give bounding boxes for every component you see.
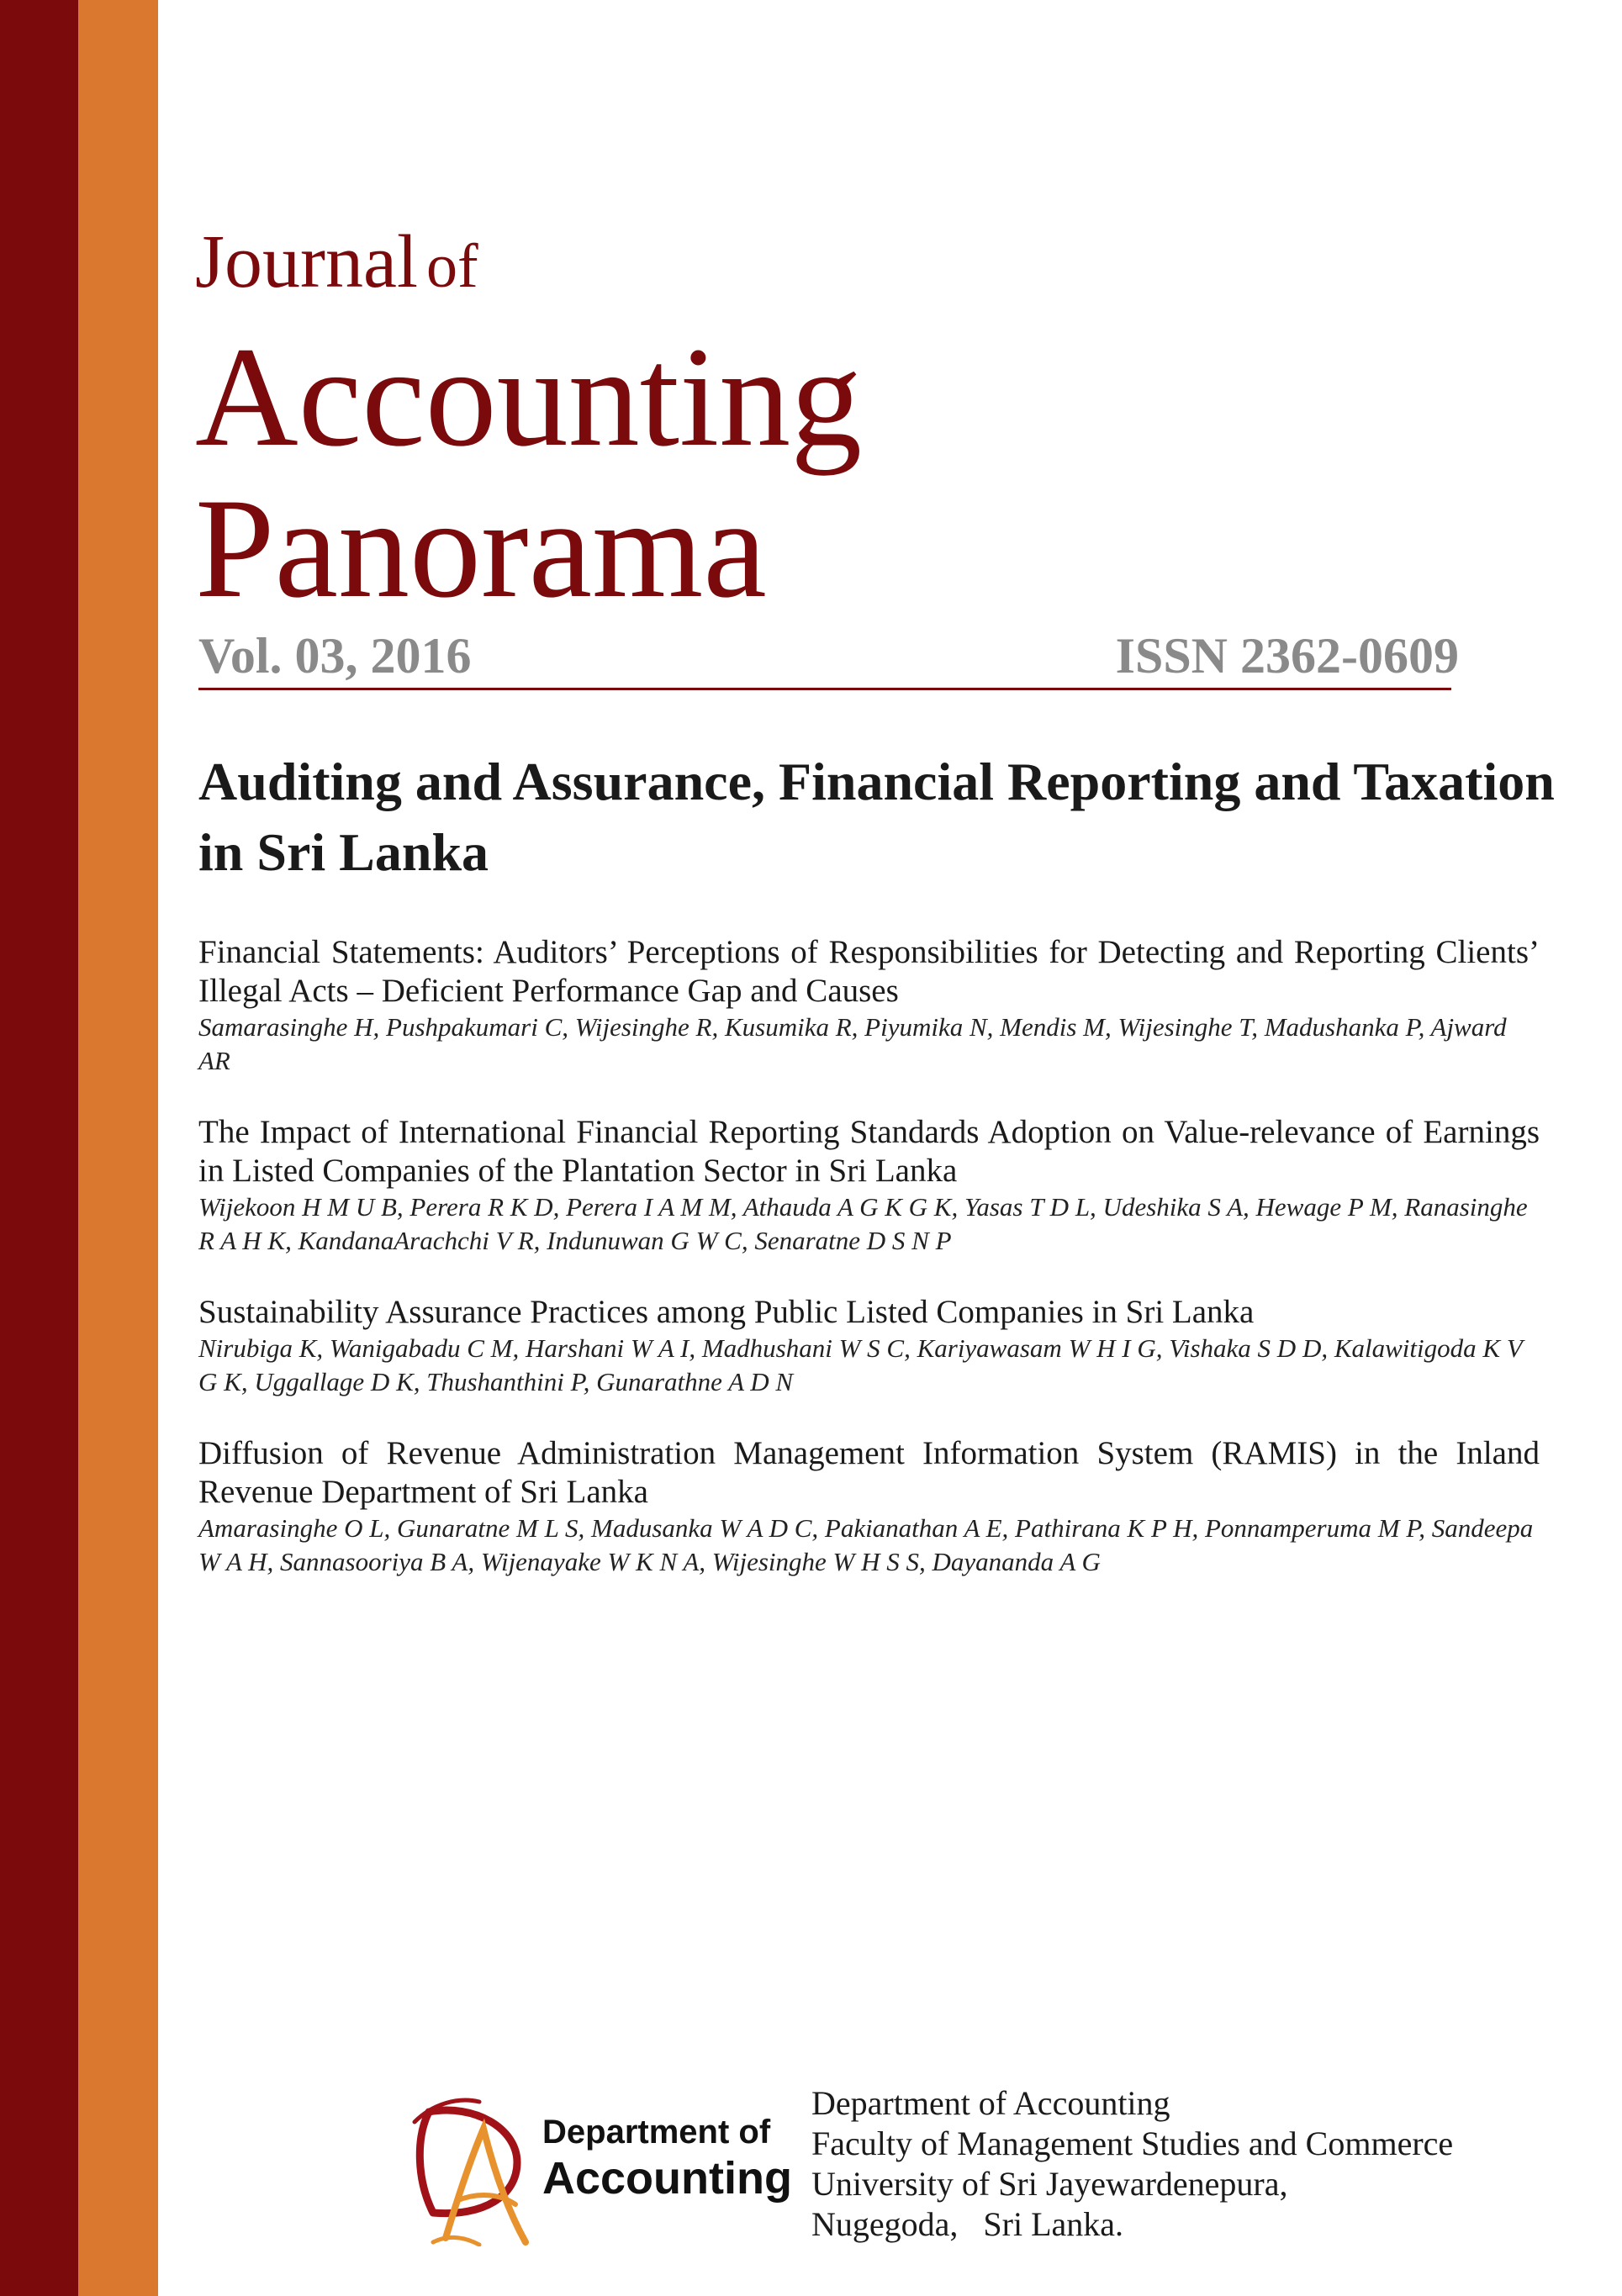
article-authors: Nirubiga K, Wanigabadu C M, Harshani W A I, Madhushani W S C, Kariyawasam W H I G, Vishaka S D D, Kalawitigoda K V G K, Uggallage D K, Thushanthini P, Gunarathne A D N xyxy=(198,1333,1523,1396)
address-line: Nugegoda, Sri Lanka. xyxy=(811,2205,1124,2243)
article-title: Financial Statements: Auditors’ Perceptions of Responsibilities for Detecting and Reporting Clients’ Illegal Acts – Deficient Performance Gap and Causes xyxy=(198,934,1540,1009)
issn-label: ISSN 2362-0609 xyxy=(1115,628,1459,684)
logo-text-line2: Accounting xyxy=(542,2153,792,2204)
journal-title-line1 xyxy=(195,220,478,309)
department-logo-icon xyxy=(399,2078,551,2246)
list-item xyxy=(198,1293,1540,1399)
address-line: Faculty of Management Studies and Commerce xyxy=(811,2124,1454,2162)
volume-label: Vol. 03, 2016 xyxy=(198,628,472,684)
article-authors: Amarasinghe O L, Gunaratne M L S, Madusanka W A D C, Pakianathan A E, Pathirana K P H, Ponnamperuma M P, Sandeepa W A H, Sannasooriya B A, Wijenayake W K N A, Wijesinghe W H S S, Dayananda A G xyxy=(198,1513,1534,1576)
article-authors: Wijekoon H M U B, Perera R K D, Perera I A M M, Athauda A G K G K, Yasas T D L, Udeshika S A, Hewage P M, Ranasinghe R A H K, KandanaArachchi V R, Indunuwan G W C, Senaratne D S N P xyxy=(198,1192,1528,1255)
article-authors: Samarasinghe H, Pushpakumari C, Wijesinghe R, Kusumika R, Piyumika N, Mendis M, Wijesinghe T, Madushanka P, Ajward AR xyxy=(198,1012,1507,1075)
journal-title-line2: Accounting xyxy=(195,318,863,476)
list-item xyxy=(198,1113,1540,1258)
publisher-address xyxy=(811,2083,1453,2245)
address-line: University of Sri Jayewardenepura, xyxy=(811,2165,1288,2203)
article-list xyxy=(198,933,1540,1614)
issue-theme-title: Auditing and Assurance, Financial Reporting and Taxation in Sri Lanka xyxy=(198,752,1555,882)
address-line: Department of Accounting xyxy=(811,2084,1170,2122)
article-title: Sustainability Assurance Practices among Public Listed Companies in Sri Lanka xyxy=(198,1294,1255,1330)
left-maroon-bar xyxy=(0,0,78,2296)
header-divider xyxy=(198,688,1451,690)
list-item xyxy=(198,1434,1540,1579)
left-orange-bar xyxy=(78,0,158,2296)
logo-text-line1: Department of xyxy=(542,2114,771,2151)
journal-title-word-of: of xyxy=(425,232,478,301)
logo-wordmark xyxy=(542,2112,792,2204)
list-item xyxy=(198,933,1540,1078)
journal-title-line3: Panorama xyxy=(195,469,767,627)
article-title: Diffusion of Revenue Administration Management Information System (RAMIS) in the Inland Revenue Department of Sri Lanka xyxy=(198,1435,1540,1510)
journal-title-word-journal: Journal xyxy=(195,220,418,303)
department-logo xyxy=(399,2078,792,2246)
article-title: The Impact of International Financial Reporting Standards Adoption on Value-relevance of Earnings in Listed Companies of the Plantation Sector in Sri Lanka xyxy=(198,1114,1540,1189)
